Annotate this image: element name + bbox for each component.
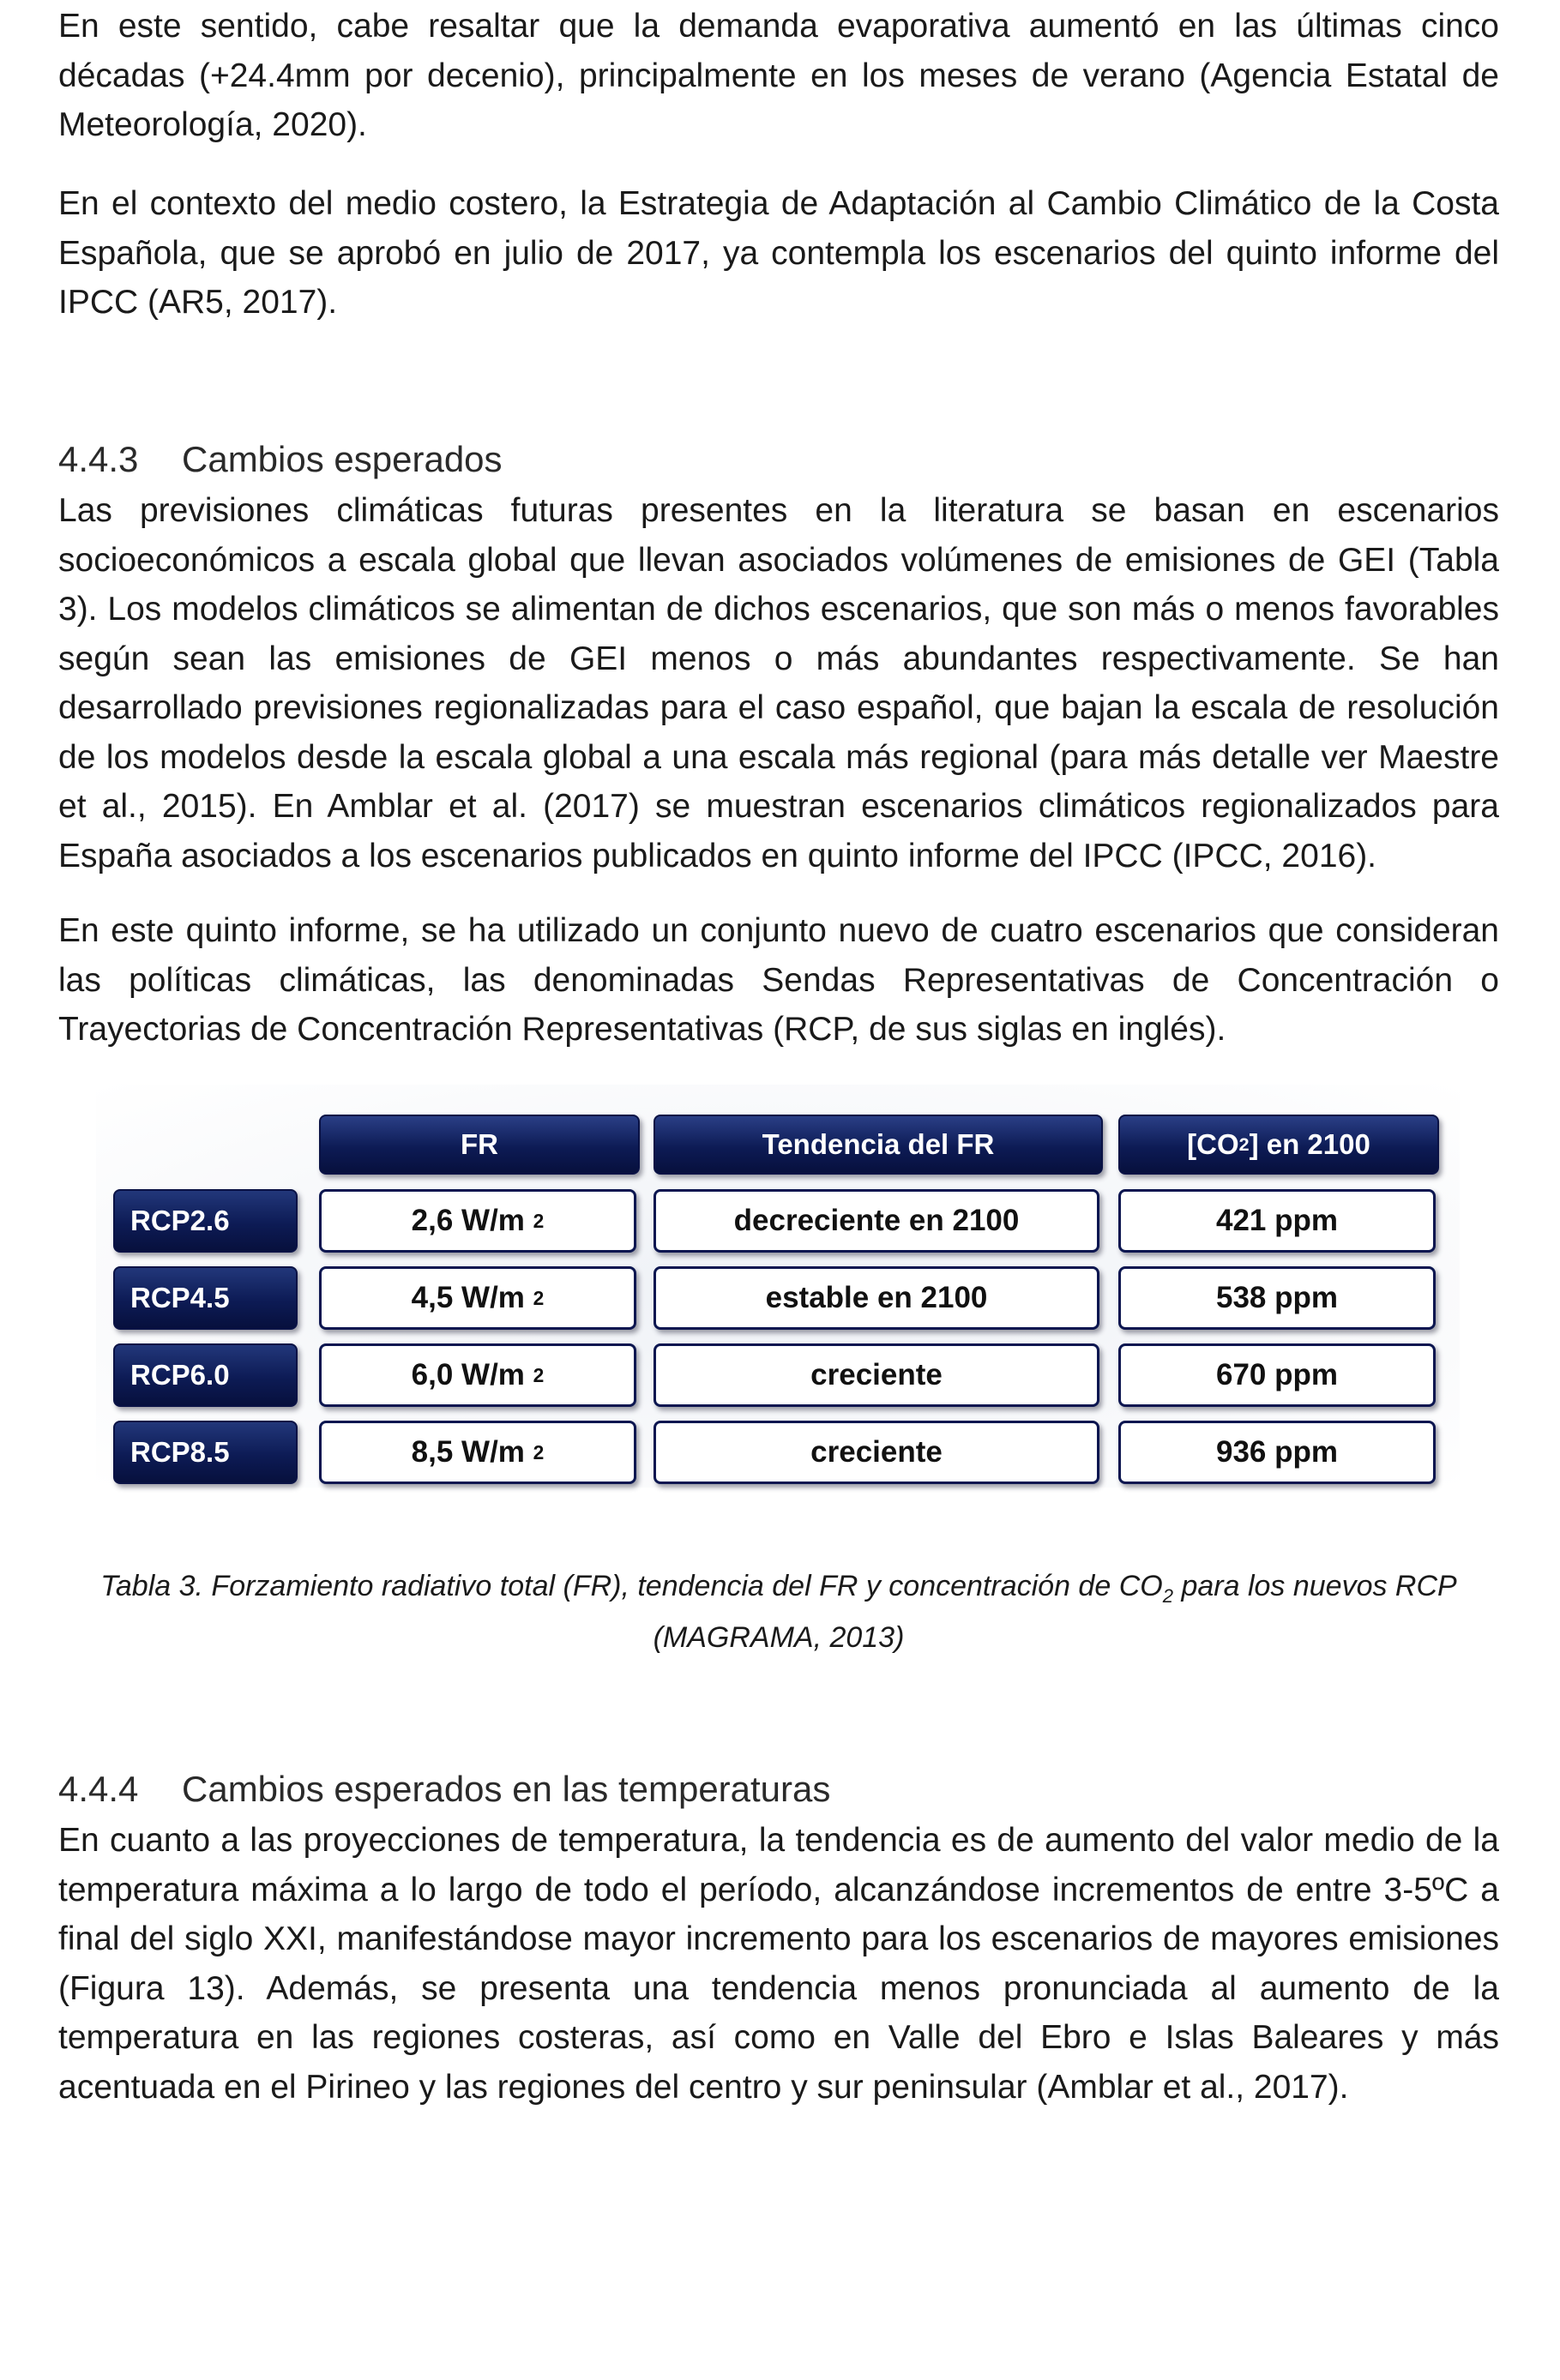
table-caption	[58, 1566, 1499, 1658]
section-title: Cambios esperados en las temperaturas	[182, 1769, 831, 1809]
cell-tendencia-rcp60: creciente	[654, 1343, 1099, 1407]
row-label-rcp26: RCP2.6	[113, 1189, 298, 1253]
header-tendencia: Tendencia del FR	[654, 1115, 1103, 1175]
paragraph-climate-forecasts: Las previsiones climáticas futuras presentes en la literatura se basan en escenarios socioeconómicos a escala global que llevan asociados volúmenes de emisiones de GEI (Tabla 3). Los modelos climáticos se alimentan de dichos escenarios, que son más o menos favorables según sean las emisiones de GEI menos o más abundantes respectivamente. Se han desarrollado previsiones regionalizadas para el caso español, que bajan la escala de resolución de los modelos desde la escala global a una escala más regional (para más detalle ver Maestre et al., 2015). En Amblar et al. (2017) se muestran escenarios climáticos regionalizados para España asociados a los escenarios publicados en quinto informe del IPCC (IPCC, 2016).	[58, 492, 1499, 874]
section-heading-temperaturas	[58, 1765, 1499, 1813]
row-label-rcp85: RCP8.5	[113, 1421, 298, 1484]
header-co2-2100	[1118, 1115, 1439, 1175]
paragraph-temperature-projections: En cuanto a las proyecciones de temperatura, la tendencia es de aumento del valor medio de la temperatura máxima a lo largo de todo el período, alcanzándose incrementos de entre 3-5ºC a final del siglo XXI, manifestándose mayor incremento para los escenarios de mayores emisiones (Figura 13). Además, se presenta una tendencia menos pronunciada al aumento de la temperatura en las regiones costeras, así como en Valle del Ebro e Islas Baleares y más acentuada en el Pirineo y las regiones del centro y sur peninsular (Amblar et al., 2017).	[58, 1822, 1499, 2106]
fr-value: 6,0 W/m	[411, 1358, 525, 1391]
section-number: 4.4.3	[58, 439, 139, 479]
fr-value: 2,6 W/m	[411, 1204, 525, 1237]
cell-co2-rcp60: 670 ppm	[1118, 1343, 1436, 1407]
cell-co2-rcp85: 936 ppm	[1118, 1421, 1436, 1484]
fr-exponent: 2	[533, 1440, 545, 1463]
cell-tendencia-rcp26: decreciente en 2100	[654, 1189, 1099, 1253]
cell-tendencia-rcp85: creciente	[654, 1421, 1099, 1484]
header-co2-prefix: [CO	[1187, 1128, 1239, 1160]
fr-exponent: 2	[533, 1286, 545, 1309]
cell-co2-rcp45: 538 ppm	[1118, 1266, 1436, 1330]
row-label-rcp60: RCP6.0	[113, 1343, 298, 1407]
caption-text-end: para los nuevos RCP	[1173, 1570, 1457, 1602]
section-title: Cambios esperados	[182, 439, 503, 479]
section-heading-cambios-esperados	[58, 436, 1499, 484]
paragraph-rcp-scenarios: En este quinto informe, se ha utilizado un conjunto nuevo de cuatro escenarios que consideran las políticas climáticas, las denominadas Sendas Representativas de Concentración o Trayectorias de Concentración Representativas (RCP, de sus siglas en inglés).	[58, 912, 1499, 1048]
paragraph-evaporative-demand: En este sentido, cabe resaltar que la demanda evaporativa aumentó en las últimas cinco décadas (+24.4mm por decenio), principalmente en los meses de verano (Agencia Estatal de Meteorología, 2020).	[58, 8, 1499, 143]
cell-co2-rcp26: 421 ppm	[1118, 1189, 1436, 1253]
cell-fr-rcp45	[319, 1266, 636, 1330]
fr-exponent: 2	[533, 1363, 545, 1386]
caption-line-1	[58, 1566, 1499, 1617]
fr-value: 4,5 W/m	[411, 1281, 525, 1314]
header-co2-suffix: ] en 2100	[1249, 1128, 1370, 1160]
paragraph-coastal-strategy: En el contexto del medio costero, la Estrategia de Adaptación al Cambio Climático de la Costa Española, que se aprobó en julio de 2017, ya contempla los escenarios del quinto informe del IPCC (AR5, 2017).	[58, 185, 1499, 321]
cell-fr-rcp85	[319, 1421, 636, 1484]
header-co2-sub: 2	[1238, 1133, 1250, 1155]
caption-subscript: 2	[1162, 1584, 1173, 1607]
rcp-table-figure	[96, 1085, 1460, 1488]
row-label-rcp45: RCP4.5	[113, 1266, 298, 1330]
caption-line-2: (MAGRAMA, 2013)	[653, 1620, 905, 1654]
section-number: 4.4.4	[58, 1769, 139, 1809]
header-fr: FR	[319, 1115, 640, 1175]
fr-value: 8,5 W/m	[411, 1435, 525, 1469]
cell-fr-rcp60	[319, 1343, 636, 1407]
caption-text: Tabla 3. Forzamiento radiativo total (FR), tendencia del FR y concentración de CO	[100, 1570, 1163, 1602]
fr-exponent: 2	[533, 1209, 545, 1232]
cell-fr-rcp26	[319, 1189, 636, 1253]
cell-tendencia-rcp45: estable en 2100	[654, 1266, 1099, 1330]
